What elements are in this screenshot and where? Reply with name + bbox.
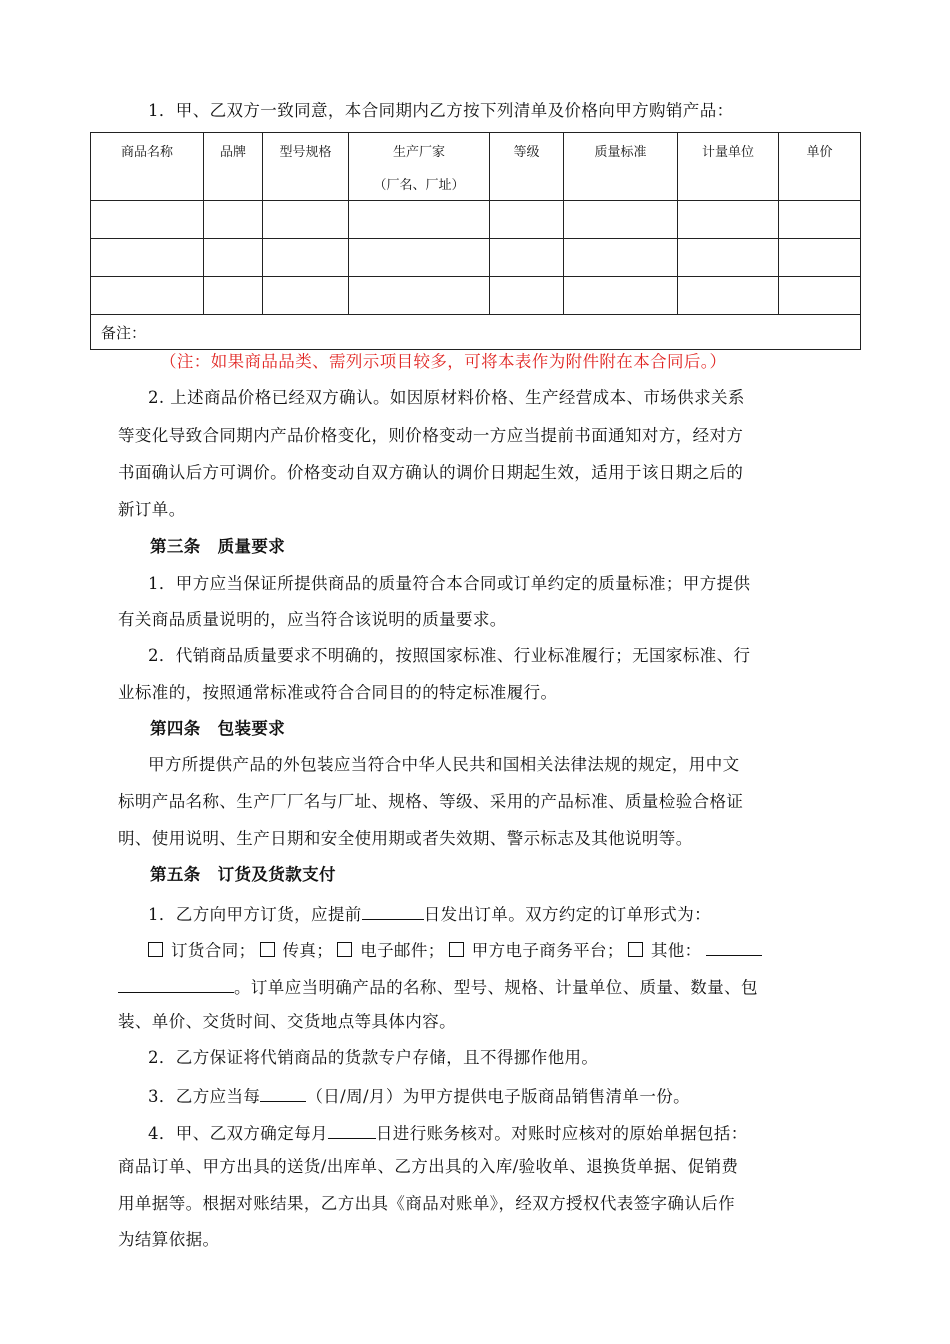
para2-line: 书面确认后方可调价。价格变动自双方确认的调价日期起生效，适用于该日期之后的 (118, 463, 744, 482)
article3-line: 2．代销商品质量要求不明确的，按照国家标准、行业标准履行；无国家标准、行 (148, 646, 751, 665)
item1-text-c: 。订单应当明确产品的名称、型号、规格、计量单位、质量、数量、包 (234, 978, 758, 997)
header-cell: 等级 (490, 133, 564, 201)
option-label: 其他： (650, 941, 702, 960)
remark-row (91, 315, 861, 350)
item3-text-b: （日/周/月）为甲方提供电子版商品销售清单一份。 (306, 1087, 691, 1106)
article5-item1-cont (118, 974, 832, 999)
item4-text-b: 日进行账务核对。对账时应核对的原始单据包括： (375, 1124, 748, 1143)
table-cell[interactable] (779, 277, 861, 315)
table-cell[interactable] (490, 239, 564, 277)
table-cell[interactable] (349, 239, 490, 277)
order-form-options (148, 937, 832, 962)
option-label: 订货合同； (171, 941, 256, 960)
article5-item1-end: 装、单价、交货时间、交货地点等具体内容。 (118, 1012, 456, 1031)
para2-line: 2. 上述商品价格已经双方确认。如因原材料价格、生产经营成本、市场供求关系 (148, 388, 745, 407)
item1-text-a: 1．乙方向甲方订货，应提前 (148, 905, 362, 924)
other-option-field[interactable] (706, 937, 762, 956)
table-cell[interactable] (349, 201, 490, 239)
table-cell[interactable] (779, 239, 861, 277)
article3-line: 业标准的，按照通常标准或符合合同目的的特定标准履行。 (118, 683, 558, 702)
article5-item4-line: 为结算依据。 (118, 1230, 220, 1249)
other-option-field-cont[interactable] (118, 974, 234, 993)
item3-text-a: 3．乙方应当每 (148, 1087, 261, 1106)
option-checkbox[interactable] (148, 942, 163, 957)
item1-text-b: 日发出订单。双方约定的订单形式为： (423, 905, 712, 924)
table-cell[interactable] (204, 239, 263, 277)
option-label: 甲方电子商务平台； (471, 941, 624, 960)
item4-text-a: 4．甲、乙双方确定每月 (148, 1124, 328, 1143)
header-cell: 型号规格 (263, 133, 349, 201)
option-checkbox[interactable] (628, 942, 643, 957)
article5-item4-line: 用单据等。根据对账结果，乙方出具《商品对账单》，经双方授权代表签字确认后作 (118, 1194, 736, 1213)
article4-line: 标明产品名称、生产厂厂名与厂址、规格、等级、采用的产品标准、质量检验合格证 (118, 792, 744, 811)
table-cell[interactable] (564, 277, 678, 315)
header-label: 生产厂家 (392, 145, 445, 160)
option-checkbox[interactable] (260, 942, 275, 957)
header-cell: 单价 (779, 133, 861, 201)
header-cell: 品牌 (204, 133, 263, 201)
table-cell[interactable] (678, 277, 779, 315)
remark-cell[interactable]: 备注： (91, 315, 861, 350)
article4-title: 第四条 包装要求 (150, 719, 286, 738)
table-cell[interactable] (490, 277, 564, 315)
table-cell[interactable] (91, 201, 204, 239)
table-cell[interactable] (263, 239, 349, 277)
table-note: （注：如果商品品类、需列示项目较多，可将本表作为附件附在本合同后。） (160, 352, 727, 371)
article4-line: 甲方所提供产品的外包装应当符合中华人民共和国相关法律法规的规定，用中文 (148, 755, 740, 774)
table-cell[interactable] (490, 201, 564, 239)
article3-line: 1．甲方应当保证所提供商品的质量符合本合同或订单约定的质量标准；甲方提供 (148, 574, 751, 593)
table-cell[interactable] (349, 277, 490, 315)
article5-item1-line (148, 901, 832, 926)
table-cell[interactable] (91, 239, 204, 277)
article4-line: 明、使用说明、生产日期和安全使用期或者失效期、警示标志及其他说明等。 (118, 829, 693, 848)
article5-item4-line: 商品订单、甲方出具的送货/出库单、乙方出具的入库/验收单、退换货单据、促销费 (118, 1157, 739, 1176)
header-cell: 质量标准 (564, 133, 678, 201)
table-cell[interactable] (263, 277, 349, 315)
article5-item4 (148, 1120, 832, 1145)
header-cell: 商品名称 (91, 133, 204, 201)
header-sublabel: （厂名、厂址） (373, 178, 465, 193)
table-cell[interactable] (779, 201, 861, 239)
product-table (90, 132, 861, 350)
article3-line: 有关商品质量说明的，应当符合该说明的质量要求。 (118, 610, 507, 629)
article5-item3 (148, 1083, 832, 1108)
intro-line: 1．甲、乙双方一致同意，本合同期内乙方按下列清单及价格向甲方购销产品： (148, 101, 734, 120)
header-cell-manufacturer (349, 133, 490, 201)
table-cell[interactable] (91, 277, 204, 315)
reconcile-day-field[interactable] (328, 1120, 376, 1139)
table-cell[interactable] (564, 239, 678, 277)
article3-title: 第三条 质量要求 (150, 537, 286, 556)
table-cell[interactable] (204, 201, 263, 239)
table-row (91, 239, 861, 277)
table-cell[interactable] (678, 201, 779, 239)
header-cell: 计量单位 (678, 133, 779, 201)
option-checkbox[interactable] (337, 942, 352, 957)
option-label: 传真； (282, 941, 334, 960)
table-row (91, 201, 861, 239)
article5-title: 第五条 订货及货款支付 (150, 865, 336, 884)
option-label: 电子邮件； (360, 941, 445, 960)
para2-line: 新订单。 (118, 500, 186, 519)
report-frequency-field[interactable] (260, 1083, 306, 1102)
article5-item2: 2．乙方保证将代销商品的货款专户存储，且不得挪作他用。 (148, 1048, 599, 1067)
table-row (91, 277, 861, 315)
table-cell[interactable] (263, 201, 349, 239)
table-cell[interactable] (204, 277, 263, 315)
para2-line: 等变化导致合同期内产品价格变化，则价格变动一方应当提前书面通知对方，经对方 (118, 426, 744, 445)
table-header-row (91, 133, 861, 201)
table-cell[interactable] (564, 201, 678, 239)
option-checkbox[interactable] (449, 942, 464, 957)
order-days-field[interactable] (362, 901, 424, 920)
table-cell[interactable] (678, 239, 779, 277)
